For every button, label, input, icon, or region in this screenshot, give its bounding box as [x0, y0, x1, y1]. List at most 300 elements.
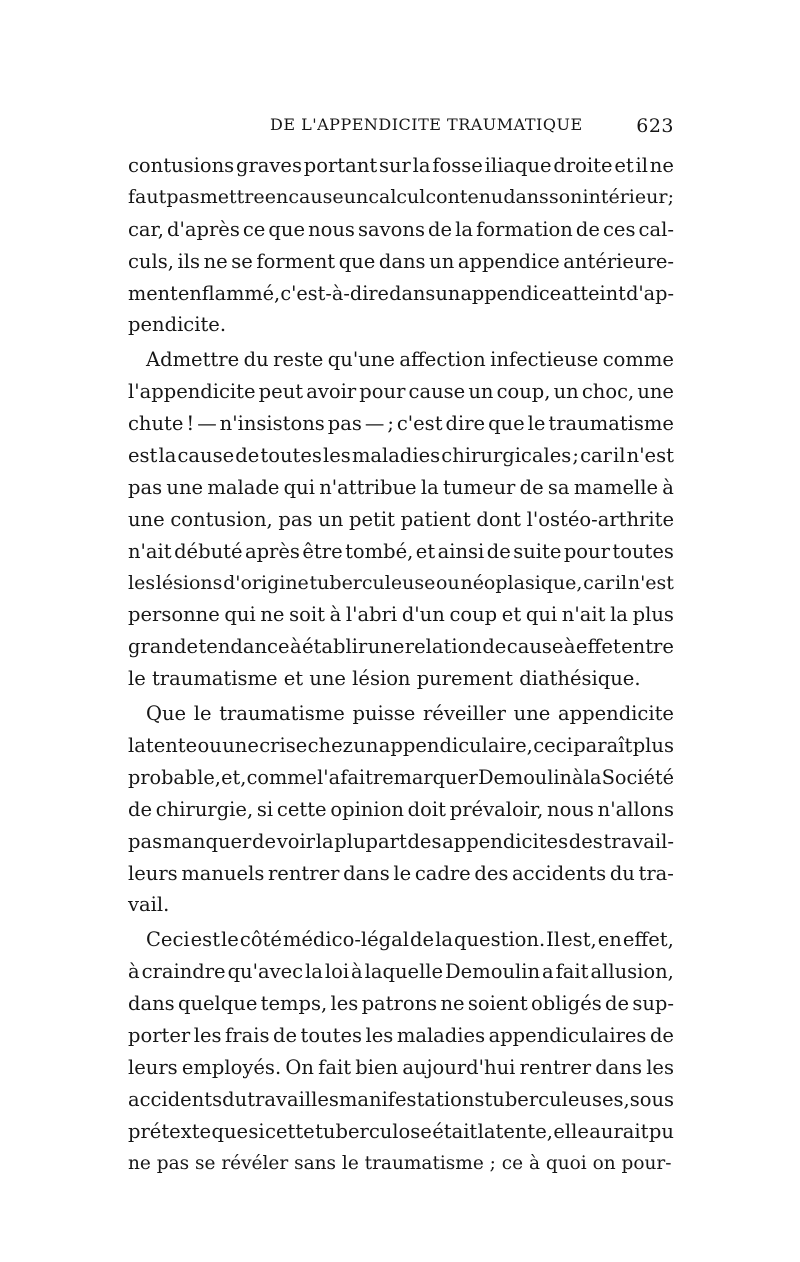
word: d'après	[167, 217, 240, 241]
page-number: 623	[636, 115, 674, 137]
text-line	[128, 150, 674, 182]
word: Admettre	[146, 348, 240, 372]
word: n'allons	[597, 797, 674, 821]
word: aurait	[589, 1119, 649, 1143]
text-line	[128, 504, 674, 536]
word: cause	[288, 185, 344, 208]
word: grande	[128, 635, 199, 659]
word: rentrer	[267, 861, 340, 885]
text-line	[128, 344, 674, 376]
word: culs,	[128, 249, 174, 273]
word: qu'une	[327, 348, 395, 372]
word: sup-	[632, 992, 674, 1016]
text-line-content: pendicite.	[128, 313, 227, 337]
word: ainsi	[437, 539, 485, 563]
running-title: DE L'APPENDICITE TRAUMATIQUE	[270, 115, 583, 134]
word: de	[410, 928, 435, 952]
word: rentrer	[519, 1055, 592, 1079]
word: —	[197, 412, 217, 436]
word: à	[572, 765, 584, 789]
word: appendice	[460, 281, 562, 305]
word: de	[649, 1024, 674, 1048]
word: ceci	[533, 734, 573, 758]
word: et	[501, 603, 522, 627]
word: que	[268, 217, 306, 241]
word: un	[318, 507, 344, 531]
word: tuberculeuse	[309, 571, 436, 594]
word: d'un	[401, 603, 445, 627]
word: manifestations	[338, 1087, 485, 1111]
text-line	[128, 1084, 674, 1116]
text-line	[128, 309, 674, 341]
text-line	[128, 889, 674, 921]
word: que	[488, 412, 525, 436]
word: côté	[239, 928, 282, 952]
word: n'attribue	[319, 475, 417, 499]
word: reste	[273, 348, 324, 372]
word: Demoulin	[478, 765, 572, 789]
word: cause	[506, 635, 564, 659]
word: n'ait	[561, 603, 606, 627]
word: fait	[555, 960, 589, 984]
word: une	[166, 475, 204, 499]
word: obligés	[531, 992, 602, 1016]
word: n'ait	[128, 539, 172, 563]
word: pas	[128, 475, 163, 499]
paragraph	[128, 698, 674, 921]
word: infectieuse	[490, 348, 599, 372]
text-line	[128, 472, 674, 504]
word: toutes	[612, 539, 674, 563]
word: doit	[407, 797, 446, 821]
word: allusion,	[590, 960, 674, 984]
word: le	[527, 412, 546, 436]
word: plupart	[334, 829, 407, 853]
text-line-content: ne pas se révéler sans le traumatisme ; ce à quoi on pour-	[128, 1152, 672, 1174]
word: des	[568, 829, 603, 853]
text-line	[128, 440, 674, 472]
word: un	[468, 380, 494, 404]
word: coup,	[496, 380, 551, 404]
text-line	[128, 408, 674, 440]
paragraph	[128, 344, 674, 695]
word: !	[186, 412, 195, 436]
word: qu'avec	[227, 960, 304, 984]
word: une	[367, 635, 405, 659]
word: Que	[146, 702, 187, 726]
word: avoir	[306, 380, 357, 404]
word: le	[193, 702, 212, 726]
word: des	[474, 861, 509, 885]
word: voir	[276, 829, 316, 853]
paragraph	[128, 924, 674, 1179]
word: effet	[575, 635, 621, 659]
word: pour	[563, 539, 610, 563]
word: dans	[343, 861, 390, 885]
word: un	[553, 380, 579, 404]
word: comme	[246, 765, 317, 789]
word: appendice	[457, 249, 560, 273]
word: une	[128, 507, 165, 531]
word: en	[264, 185, 289, 208]
word: la	[315, 829, 334, 853]
word: et	[415, 539, 436, 563]
running-head	[128, 115, 674, 141]
text-line	[128, 1052, 674, 1084]
word: de	[235, 444, 260, 468]
word: calcul	[368, 185, 426, 208]
word: de	[428, 217, 453, 241]
word: dans	[389, 281, 436, 305]
word: personne	[128, 603, 220, 627]
word: du	[243, 348, 269, 372]
word: atteint	[561, 281, 626, 305]
word: relation	[404, 635, 482, 659]
text-line	[128, 762, 674, 794]
text-line	[128, 663, 674, 695]
word: tuberculeuses,	[484, 1087, 630, 1111]
word: ;	[572, 444, 579, 468]
word: travail	[247, 1087, 312, 1111]
word: lésions	[155, 571, 223, 594]
word: tendance	[198, 635, 290, 659]
word: choc,	[581, 380, 635, 404]
word: à	[662, 475, 674, 499]
word: opinion	[330, 797, 404, 821]
word: les	[365, 1024, 394, 1048]
word: ne	[260, 603, 285, 627]
word: était	[432, 1119, 478, 1143]
word: paraît	[573, 734, 633, 758]
word: pas	[278, 507, 313, 531]
word: temps,	[260, 992, 328, 1016]
word: ne	[649, 154, 674, 177]
word: peut	[258, 380, 304, 404]
word: plus	[632, 734, 674, 758]
word: après	[244, 539, 300, 563]
word: il	[614, 571, 628, 594]
word: maladies	[396, 1024, 486, 1048]
word: tombé,	[345, 539, 414, 563]
word: quelque	[177, 992, 258, 1016]
word: être	[302, 539, 343, 563]
word: iliaque	[484, 154, 552, 177]
word: débuté	[174, 539, 243, 563]
word: le	[221, 928, 239, 952]
word: de	[482, 635, 507, 659]
word: tuberculose	[315, 1119, 432, 1143]
word: que	[211, 1119, 249, 1143]
word: Société	[601, 765, 674, 789]
word: malade	[207, 475, 280, 499]
text-line	[128, 956, 674, 988]
word: ces	[603, 217, 636, 241]
word: pas	[166, 185, 200, 208]
text-line	[128, 246, 674, 278]
word: du	[222, 1087, 248, 1111]
word: est,	[561, 928, 597, 952]
word: latente,	[477, 1119, 553, 1143]
word: contusions	[128, 154, 235, 177]
word: cause	[177, 444, 235, 468]
word: patrons	[361, 992, 438, 1016]
word: c'est-à-dire	[280, 281, 389, 305]
word: manuels	[181, 861, 265, 885]
word: soit	[289, 603, 325, 627]
word: pour	[359, 380, 406, 404]
word: car	[583, 571, 615, 594]
word: dans	[503, 185, 549, 208]
word: appendiculaire,	[378, 734, 533, 758]
word: Ceci	[146, 928, 190, 952]
word: latente	[128, 734, 198, 758]
word: dire	[445, 412, 486, 436]
word: de	[252, 829, 277, 853]
word: une	[637, 380, 674, 404]
word: Demoulin	[445, 960, 541, 984]
text-line	[128, 631, 674, 663]
word: ;	[387, 412, 394, 436]
word: les	[323, 444, 351, 468]
word: employés.	[181, 1055, 282, 1079]
word: pas	[327, 412, 362, 436]
word: la	[455, 217, 474, 241]
text-line-content: vail.	[128, 893, 170, 917]
text-line	[128, 182, 674, 214]
word: est	[190, 928, 221, 952]
word: du	[609, 861, 635, 885]
word: un	[353, 734, 379, 758]
text-line	[128, 536, 674, 568]
word: graves	[235, 154, 302, 177]
word: ce	[242, 217, 266, 241]
word: a	[542, 960, 554, 984]
word: prétexte	[128, 1119, 212, 1143]
word: pu	[648, 1119, 674, 1143]
word: cette	[276, 797, 327, 821]
word: il	[635, 154, 648, 177]
word: chirurgicales	[441, 444, 572, 468]
word: frais	[225, 1024, 270, 1048]
word: établir	[302, 635, 368, 659]
word: chute	[128, 412, 184, 436]
word: fait	[318, 1055, 352, 1079]
word: la	[420, 475, 439, 499]
word: dans	[128, 992, 175, 1016]
word: travail-	[603, 829, 674, 853]
word: médico-légal	[282, 928, 410, 952]
word: un	[343, 185, 369, 208]
text-line	[128, 599, 674, 631]
word: appendicite	[558, 702, 674, 726]
word: la	[158, 444, 177, 468]
paragraph	[128, 150, 674, 341]
text-line	[128, 924, 674, 956]
word: l'a	[317, 765, 341, 789]
word: contenu	[425, 185, 504, 208]
word: une	[513, 702, 551, 726]
word: pas	[128, 829, 163, 853]
word: son	[548, 185, 583, 208]
word: des	[407, 829, 442, 853]
word: dans	[378, 249, 426, 273]
word: la	[583, 765, 602, 789]
word: tra-	[638, 861, 674, 885]
word: portant	[303, 154, 378, 177]
word: est	[128, 444, 158, 468]
word: à	[289, 635, 302, 659]
text-line	[128, 568, 674, 600]
text-line	[128, 794, 674, 826]
text-line	[128, 988, 674, 1020]
word: la	[305, 960, 323, 984]
word: d'ap-	[626, 281, 674, 305]
word: sa	[547, 475, 570, 499]
word: si	[248, 1119, 265, 1143]
word: la	[610, 603, 628, 627]
word: entre	[621, 635, 674, 659]
word: chez	[307, 734, 353, 758]
word: car	[580, 444, 612, 468]
word: à	[128, 960, 140, 984]
text-line	[128, 826, 674, 858]
word: qui	[525, 603, 558, 627]
word: chirurgie,	[155, 797, 254, 821]
text-line	[128, 1148, 674, 1180]
word: ou	[436, 571, 460, 594]
word: mettre	[199, 185, 265, 208]
word: qui	[224, 603, 256, 627]
word: dont	[476, 507, 521, 531]
word: les	[311, 1087, 339, 1111]
word: le	[393, 861, 412, 885]
word: porter	[128, 1024, 191, 1048]
word: intérieur	[582, 185, 668, 208]
word: appendiculaires	[488, 1024, 647, 1048]
word: accidents	[512, 861, 607, 885]
word: ne	[440, 992, 465, 1016]
word: que	[338, 249, 376, 273]
word: elle	[553, 1119, 589, 1143]
word: de	[486, 539, 511, 563]
word: leurs	[128, 861, 178, 885]
text-line	[128, 376, 674, 408]
word: à	[351, 960, 363, 984]
word: tumeur	[443, 475, 516, 499]
word: qui	[283, 475, 315, 499]
word: remarquer	[373, 765, 478, 789]
body-text	[128, 150, 674, 1180]
word: craindre	[141, 960, 226, 984]
word: cal-	[638, 217, 674, 241]
word: ;	[667, 185, 674, 208]
word: —	[364, 412, 385, 436]
word: probable,	[128, 765, 221, 789]
word: forment	[256, 249, 336, 273]
word: formation	[476, 217, 573, 241]
word: comme	[602, 348, 674, 372]
word: accidents	[128, 1087, 223, 1111]
word: n'est	[626, 444, 674, 468]
word: contusion,	[170, 507, 273, 531]
word: nous	[547, 797, 594, 821]
word: patient	[400, 507, 471, 531]
word: petit	[348, 507, 395, 531]
word: laquelle	[364, 960, 444, 984]
word: les	[128, 571, 156, 594]
word: n'insistons	[219, 412, 325, 436]
word: soient	[467, 992, 528, 1016]
word: ou	[197, 734, 222, 758]
word: aujourd'hui	[402, 1055, 516, 1079]
word: fosse	[432, 154, 483, 177]
word: antérieure-	[563, 249, 674, 273]
word: ils	[177, 249, 200, 273]
word: leurs	[128, 1055, 178, 1079]
word: mamelle	[573, 475, 659, 499]
word: ne	[203, 249, 228, 273]
text-line-content: le traumatisme et une lésion purement diathésique.	[128, 667, 641, 691]
word: cette	[265, 1119, 315, 1143]
word: appendicites	[442, 829, 569, 853]
word: nous	[308, 217, 355, 241]
word: affection	[399, 348, 486, 372]
text-line	[128, 858, 674, 890]
word: en	[597, 928, 622, 952]
word: un	[435, 281, 461, 305]
word: enflammé,	[177, 281, 281, 305]
word: droite	[553, 154, 613, 177]
word: Il	[546, 928, 561, 952]
word: prévaloir,	[449, 797, 544, 821]
word: si	[256, 797, 274, 821]
word: un	[429, 249, 455, 273]
word: de	[128, 797, 153, 821]
text-line	[128, 730, 674, 762]
word: il	[613, 444, 626, 468]
word: crise	[259, 734, 308, 758]
word: et	[614, 154, 634, 177]
word: car,	[128, 217, 164, 241]
word: l'abri	[345, 603, 398, 627]
word: On	[285, 1055, 314, 1079]
word: bien	[355, 1055, 399, 1079]
word: traumatisme	[219, 702, 345, 726]
word: dans	[595, 1055, 642, 1079]
word: toutes	[300, 1024, 363, 1048]
word: c'est	[396, 412, 443, 436]
word: savons	[358, 217, 425, 241]
text-line	[128, 1020, 674, 1052]
word: néoplasique,	[460, 571, 583, 594]
word: fait	[340, 765, 373, 789]
word: puisse	[352, 702, 416, 726]
word: les	[193, 1024, 222, 1048]
word: les	[646, 1055, 674, 1079]
word: maladies	[351, 444, 441, 468]
word: de	[605, 992, 630, 1016]
word: et,	[221, 765, 247, 789]
text-line	[128, 1116, 674, 1148]
word: l'appendicite	[128, 380, 256, 404]
text-line	[128, 278, 674, 310]
word: manquer	[162, 829, 252, 853]
word: se	[231, 249, 253, 273]
word: la	[412, 154, 431, 177]
text-line	[128, 214, 674, 246]
word: réveiller	[422, 702, 506, 726]
word: effet,	[622, 928, 674, 952]
